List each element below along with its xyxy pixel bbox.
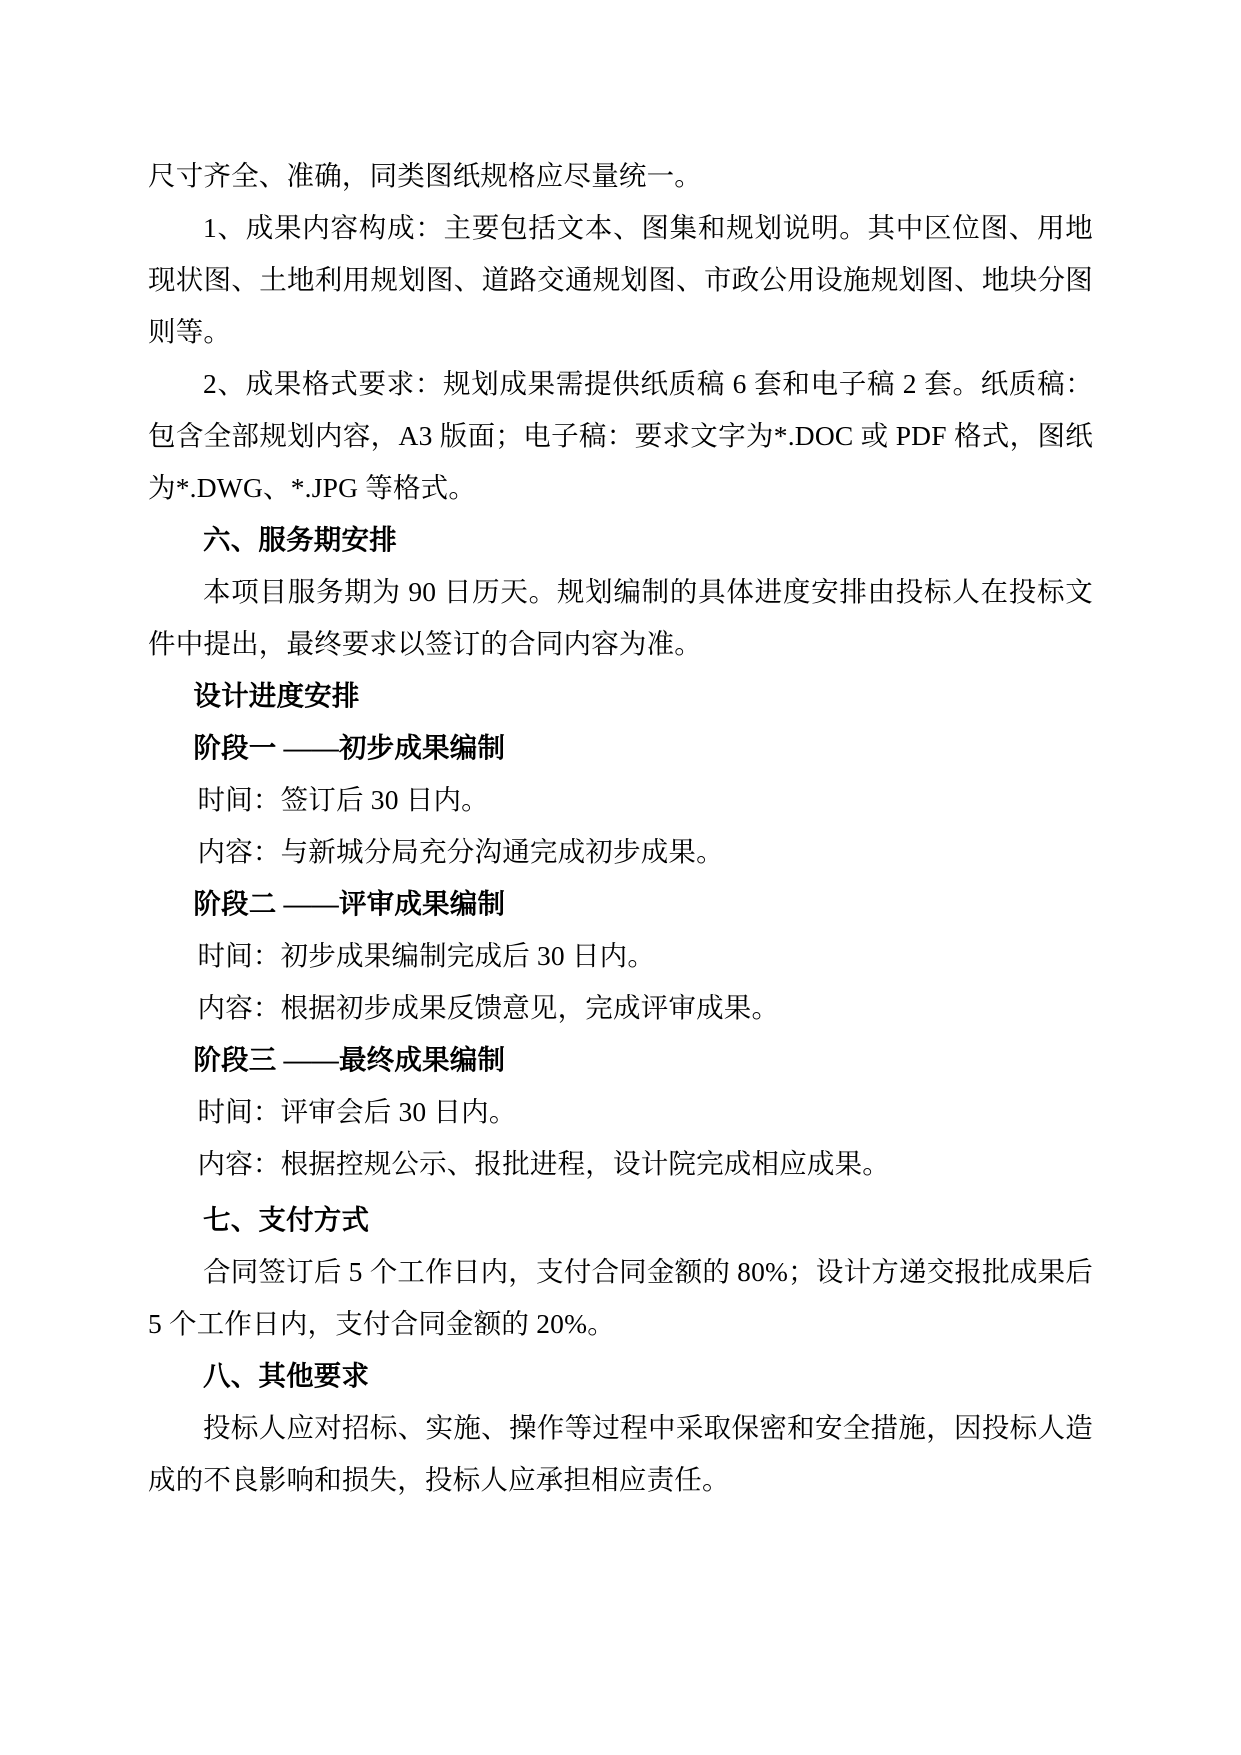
para-service-period: 本项目服务期为 90 日历天。规划编制的具体进度安排由投标人在投标文件中提出，最终要求以签订的合同内容为准。 bbox=[148, 576, 1093, 659]
heading-stage-one: 阶段一 ——初步成果编制 bbox=[193, 732, 506, 763]
heading-section-six: 六、服务期安排 bbox=[203, 524, 397, 555]
heading-stage-two: 阶段二 ——评审成果编制 bbox=[193, 888, 506, 919]
para-stage-one-content: 内容：与新城分局充分沟通完成初步成果。 bbox=[197, 836, 724, 867]
document-body bbox=[148, 150, 1093, 1506]
para-stage-one-time: 时间：签订后 30 日内。 bbox=[197, 784, 489, 815]
para-stage-two-time: 时间：初步成果编制完成后 30 日内。 bbox=[197, 940, 656, 971]
para-stage-three-content: 内容：根据控规公示、报批进程，设计院完成相应成果。 bbox=[197, 1148, 890, 1179]
para-item-1: 1、成果内容构成：主要包括文本、图集和规划说明。其中区位图、用地现状图、土地利用规划图、道路交通规划图、市政公用设施规划图、地块分图则等。 bbox=[148, 212, 1093, 347]
para-dimensions: 尺寸齐全、准确，同类图纸规格应尽量统一。 bbox=[148, 160, 702, 191]
para-stage-three-time: 时间：评审会后 30 日内。 bbox=[197, 1096, 517, 1127]
heading-section-eight: 八、其他要求 bbox=[203, 1360, 370, 1391]
heading-design-schedule: 设计进度安排 bbox=[193, 680, 360, 711]
para-stage-two-content: 内容：根据初步成果反馈意见，完成评审成果。 bbox=[197, 992, 780, 1023]
para-other-requirements: 投标人应对招标、实施、操作等过程中采取保密和安全措施，因投标人造成的不良影响和损失，投标人应承担相应责任。 bbox=[148, 1412, 1093, 1495]
heading-section-seven: 七、支付方式 bbox=[203, 1204, 370, 1235]
para-item-2: 2、成果格式要求：规划成果需提供纸质稿 6 套和电子稿 2 套。纸质稿：包含全部规划内容，A3 版面；电子稿：要求文字为*.DOC 或 PDF 格式，图纸为*.DWG、*.JPG 等格式。 bbox=[148, 368, 1093, 503]
heading-stage-three: 阶段三 ——最终成果编制 bbox=[193, 1044, 506, 1075]
para-payment: 合同签订后 5 个工作日内，支付合同金额的 80%；设计方递交报批成果后 5 个工作日内，支付合同金额的 20%。 bbox=[148, 1256, 1093, 1339]
